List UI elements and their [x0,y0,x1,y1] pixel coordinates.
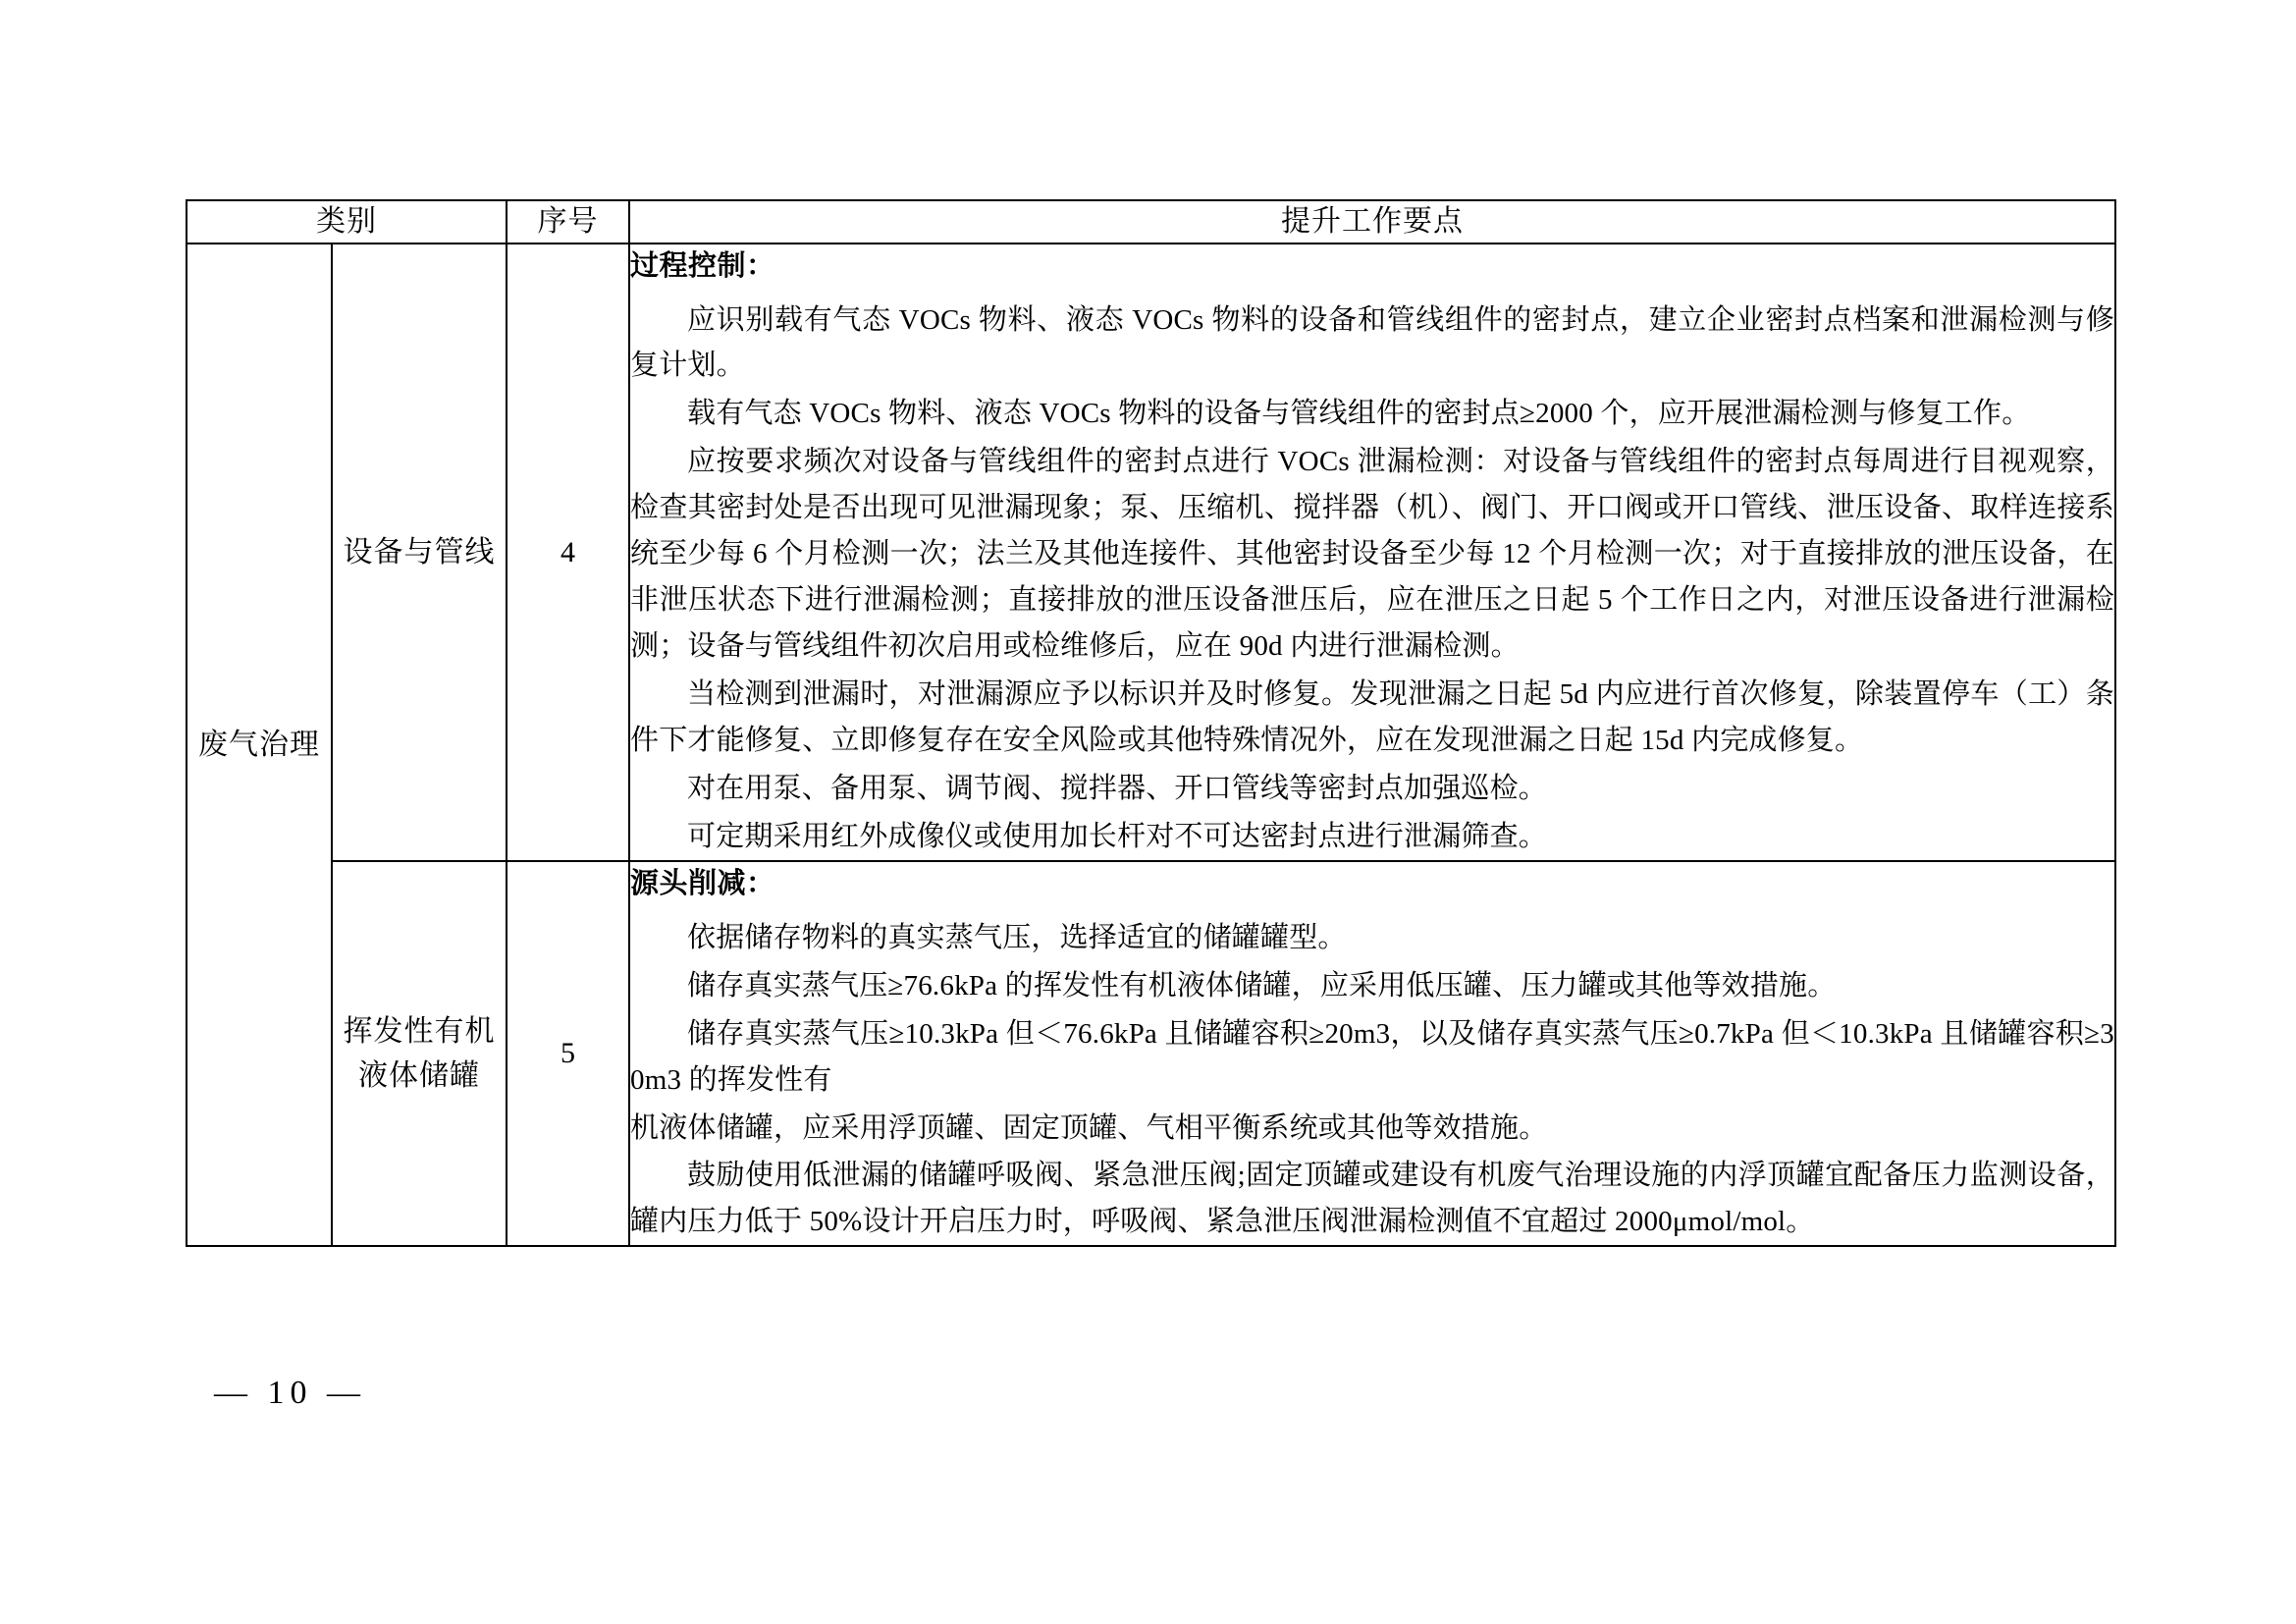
subcategory-line-2: 液体储罐 [358,1059,480,1093]
paragraph: 机液体储罐，应采用浮顶罐、固定顶罐、气相平衡系统或其他等效措施。 [630,1111,1548,1144]
header-category: 类别 [187,200,507,244]
subcategory-line-1: 挥发性有机 [343,1015,496,1049]
paragraph: 载有气态 VOCs 物料、液态 VOCs 物料的设备与管线组件的密封点≥2000 个，应开展泄漏检测与修复工作。 [687,398,2031,430]
header-main: 提升工作要点 [629,200,2115,244]
paragraph: 对在用泵、备用泵、调节阀、搅拌器、开口管线等密封点加强巡检。 [687,773,1548,805]
table-header-row [187,200,2115,244]
subcategory-equipment-and-pipelines: 设备与管线 [332,244,507,861]
header-serial: 序号 [507,200,629,244]
main-content-cell [629,244,2115,861]
paragraph: 依据储存物料的真实蒸气压，选择适宜的储罐罐型。 [687,921,1347,953]
subcategory-volatile-organic-liquid-tanks [332,861,507,1246]
section-title-process-control: 过程控制： [630,248,775,282]
serial-number: 4 [507,244,629,861]
paragraph: 当检测到泄漏时，对泄漏源应予以标识并及时修复。发现泄漏之日起 5d 内应进行首次修复，除装置停车（工）条件下才能修复、立即修复存在安全风险或其他特殊情况外，应在发现泄漏之日起 15d 内完成修复。 [630,678,2114,757]
table-row [187,861,2115,1246]
paragraph: 应按要求频次对设备与管线组件的密封点进行 VOCs 泄漏检测：对设备与管线组件的密封点每周进行目视观察，检查其密封处是否出现可见泄漏现象；泵、压缩机、搅拌器（机）、阀门、开口阀或开口管线、泄压设备、取样连接系统至少每 6 个月检测一次；法兰及其他连接件、其他密封设备至少每 12 个月检测一次；对于直接排放的泄压设备，在非泄压状态下进行泄漏检测；直接排放的泄压设备泄压后，应在泄压之日起 5 个工作日之内，对泄压设备进行泄漏检测；设备与管线组件初次启用或检维修后，应在 90d 内进行泄漏检测。 [630,446,2114,663]
improvement-work-table [186,199,2116,1247]
paragraph: 鼓励使用低泄漏的储罐呼吸阀、紧急泄压阀;固定顶罐或建设有机废气治理设施的内浮顶罐宜配备压力监测设备，罐内压力低于 50%设计开启压力时，呼吸阀、紧急泄压阀泄漏检测值不宜超过 2000μmol/mol。 [630,1160,2114,1238]
main-content-cell [629,861,2115,1246]
paragraph: 储存真实蒸气压≥10.3kPa 但＜76.6kPa 且储罐容积≥20m3，以及储存真实蒸气压≥0.7kPa 但＜10.3kPa 且储罐容积≥30m3 的挥发性有 [630,1017,2114,1096]
category-group-label: 废气治理 [187,244,332,1246]
paragraph: 储存真实蒸气压≥76.6kPa 的挥发性有机液体储罐，应采用低压罐、压力罐或其他等效措施。 [687,969,1837,1001]
section-title-source-reduction: 源头削减： [630,866,775,900]
serial-number: 5 [507,861,629,1246]
page-number: — 10 — [214,1375,366,1411]
table-row [187,244,2115,861]
paragraph: 可定期采用红外成像仪或使用加长杆对不可达密封点进行泄漏筛查。 [687,821,1548,853]
paragraph: 应识别载有气态 VOCs 物料、液态 VOCs 物料的设备和管线组件的密封点，建立企业密封点档案和泄漏检测与修复计划。 [630,303,2114,382]
